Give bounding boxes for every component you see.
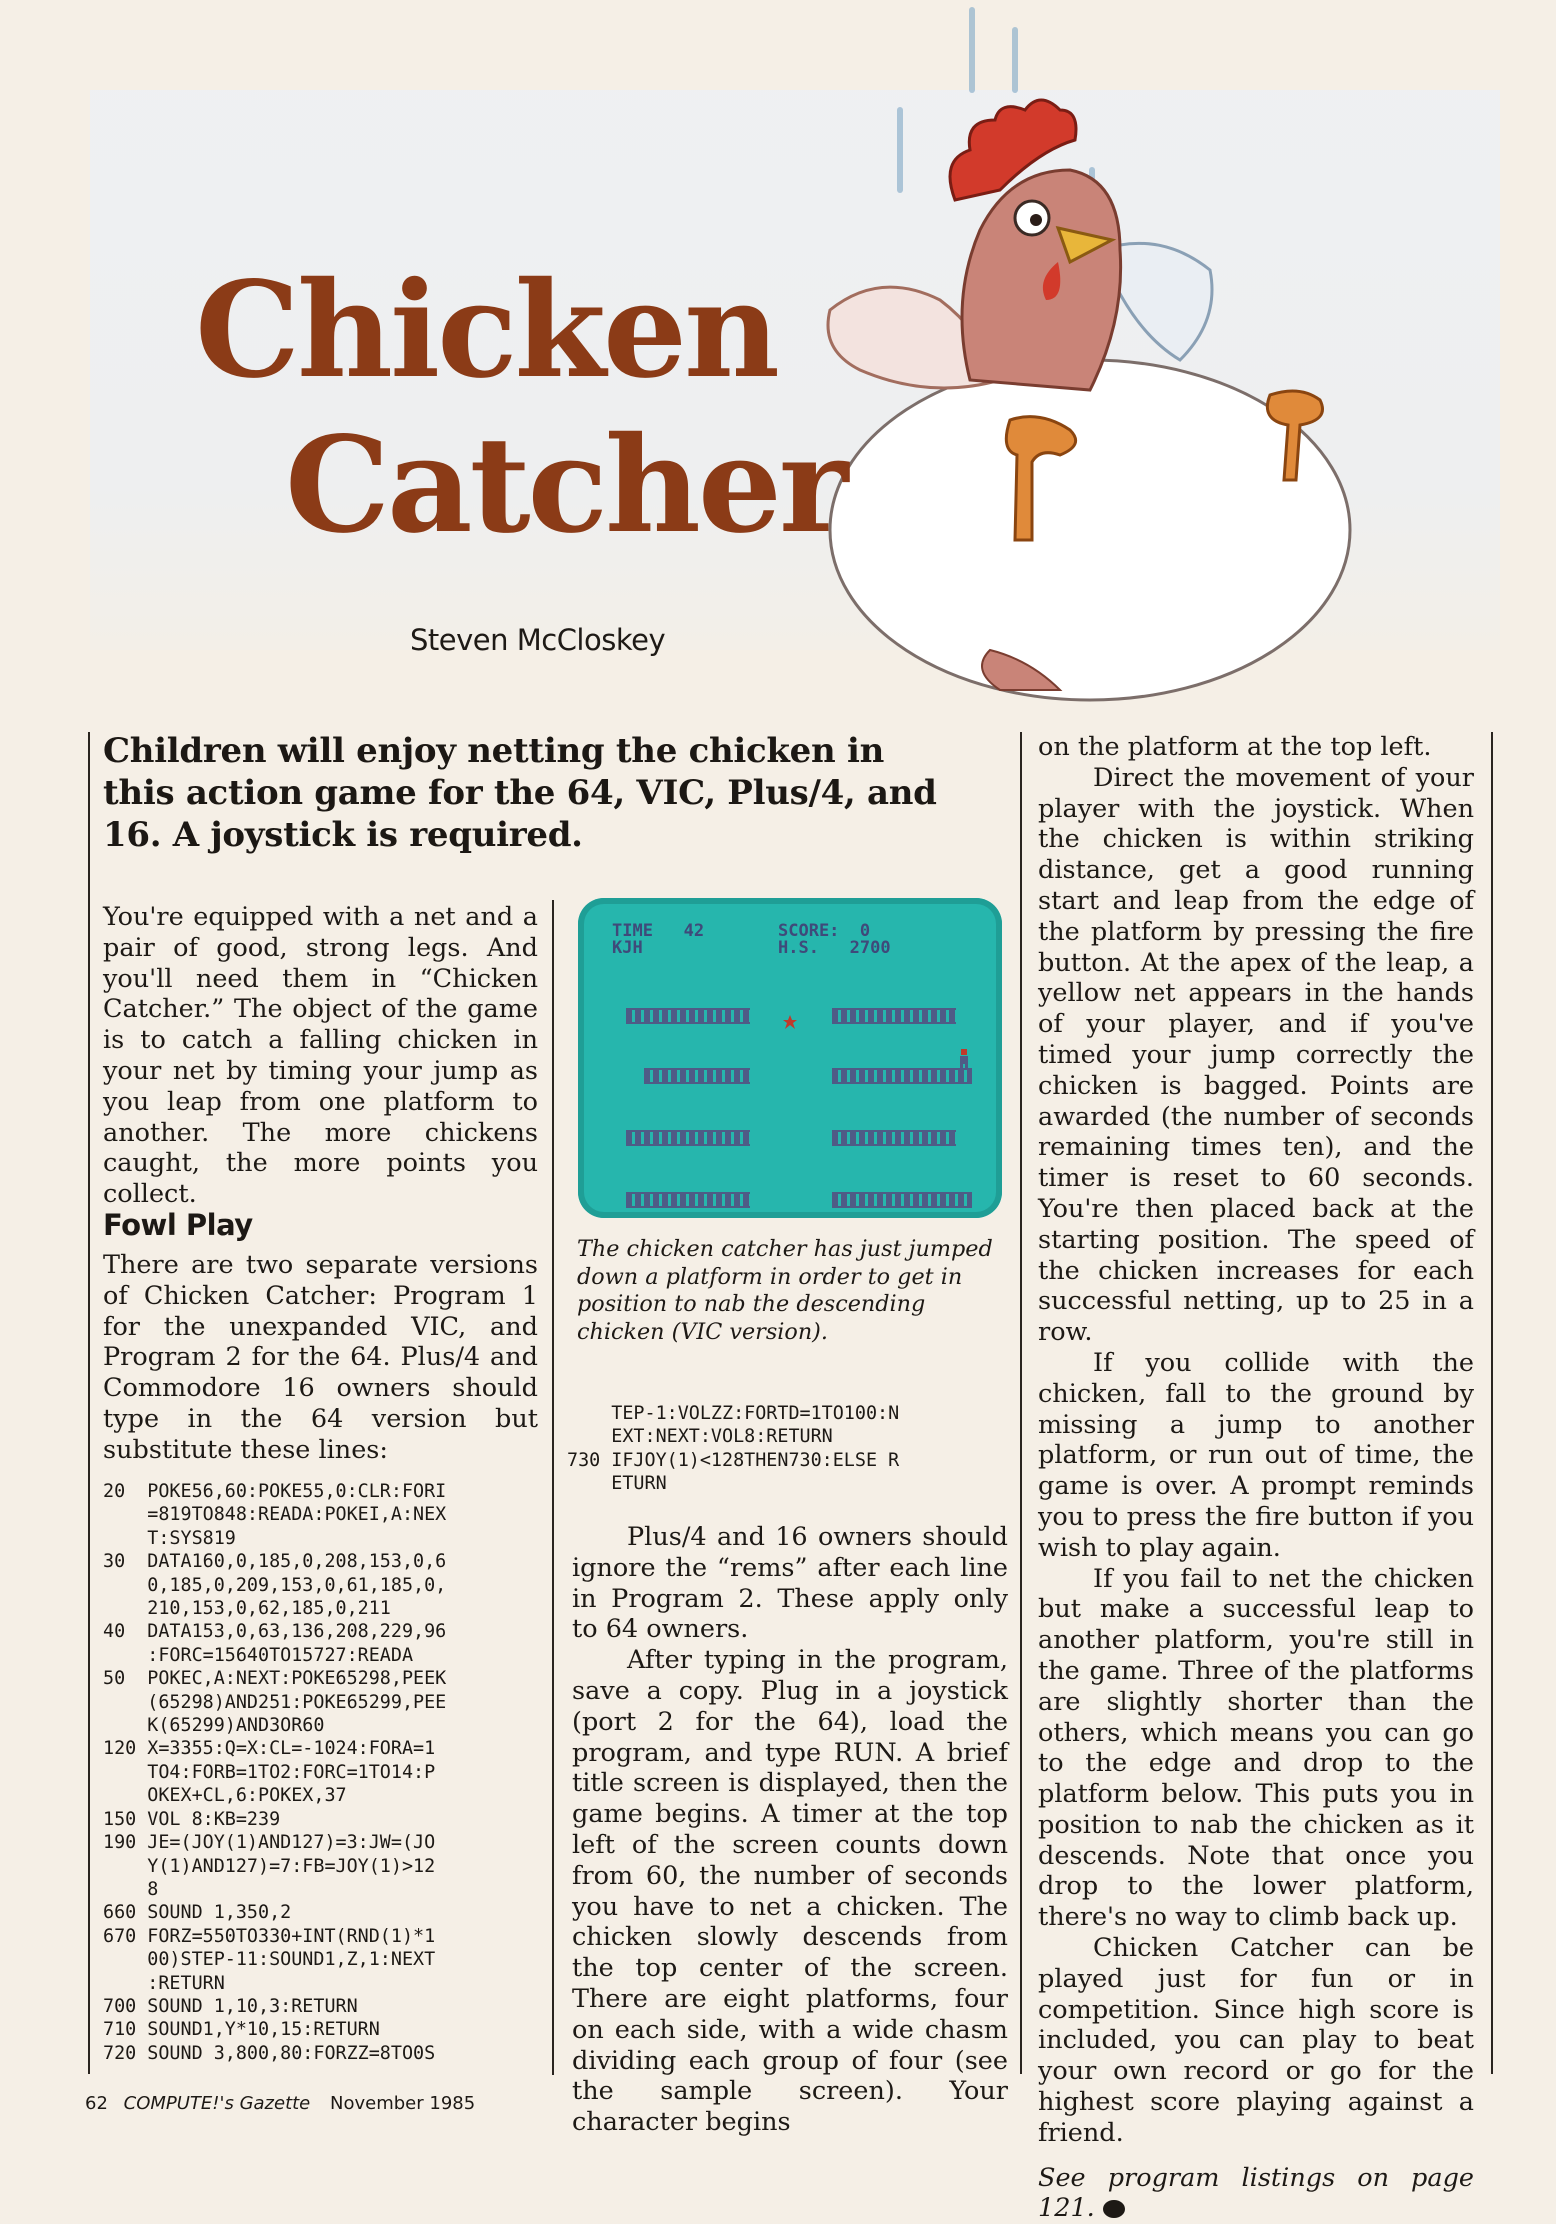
listing-reference-text: See program listings on page 121. xyxy=(1038,2162,1474,2224)
rule-col1-col2 xyxy=(552,900,554,2075)
rule-left xyxy=(88,732,90,2074)
platform-line: on the platform at the top left. xyxy=(1038,732,1432,762)
listing-reference xyxy=(1038,2163,1474,2224)
subhead-fowl-play: Fowl Play xyxy=(103,1208,253,1242)
article-deck: Children will enjoy netting the chicken in this action game for the 64, VIC, Plus/4, and 16. A joystick is required. xyxy=(103,731,937,855)
player-sprite-icon xyxy=(958,1048,970,1070)
platform xyxy=(832,1068,972,1084)
title-line-1: Chicken xyxy=(195,253,777,408)
rule-col2-col3 xyxy=(1020,732,1022,2074)
author-byline: Steven McCloskey xyxy=(410,623,666,657)
end-mark-icon xyxy=(1103,2200,1125,2218)
sample-game-screen xyxy=(578,898,1002,1218)
platform xyxy=(626,1192,750,1208)
program-listing-col2: TEP-1:VOLZZ:FORTD=1TO100:N EXT:NEXT:VOL8:RETURN 730 IFJOY(1)<128THEN730:ELSE R ETURN xyxy=(567,1403,900,1495)
platform xyxy=(626,1008,750,1024)
column-2-text xyxy=(572,1522,1008,2138)
rule-right xyxy=(1491,732,1493,2074)
typing-paragraph: After typing in the program, save a copy. Plug in a joystick (port 2 for the 64), load the program, and type RUN. A brief title screen is displayed, then the game begins. A timer at the top left of the screen counts down from 60, the number of seconds you have to net a chicken. The chicken slowly descends from the top center of the screen. There are eight platforms, four on each side, with a wide chasm dividing each group of four (see the sample screen). Your character begins xyxy=(572,1645,1008,2138)
chicken-sprite-icon xyxy=(782,1014,798,1030)
platform xyxy=(644,1068,750,1084)
hud-score: SCORE: 0 H.S. 2700 xyxy=(778,921,891,958)
page-footer xyxy=(85,2093,475,2114)
column-3-text xyxy=(1038,732,1474,2224)
title-line-2: Catcher xyxy=(285,408,846,563)
platform xyxy=(626,1130,750,1146)
fail-paragraph: If you fail to net the chicken but make a successful leap to another platform, you're still in the game. Three of the platforms are slightly shorter than the others, which means you can go to the edge and drop to the platform below. This puts you in position to nab the chicken as it descends. Note that once you drop to the lower platform, there's no way to climb back up. xyxy=(1038,1563,1474,1933)
versions-paragraph: There are two separate versions of Chicken Catcher: Program 1 for the unexpanded VIC, and Program 2 for the 64. Plus/4 and Commodore 16 owners should type in the 64 version but substitute these lines: xyxy=(103,1250,538,1465)
rems-paragraph: Plus/4 and 16 owners should ignore the “rems” after each line in Program 2. These apply only to 64 owners. xyxy=(572,1522,1008,1645)
platform xyxy=(832,1192,972,1208)
platform xyxy=(832,1130,956,1146)
column-1-intro xyxy=(103,902,538,1210)
program-listing-col1: 20 POKE56,60:POKE55,0:CLR:FORI =819TO848:READA:POKEI,A:NEX T:SYS819 30 DATA160,0,185,0,208,153,0,6 0,185,0,209,153,0,61,185,0, 210,153,0,62,185,0,211 40 DATA153,0,63,136,208,229,96 :FORC=15640TO15727:READA 50 POKEC,A:NEXT:POKE65298,PEEK (65298)AND251:POKE65299,PEE K(65299)AND3OR60 120 X=3355:Q=X:CL=-1024:FORA=1 TO4:FORB=1TO2:FORC=1TO14:P OKEX+CL,6:POKEX,37 150 VOL 8:KB=239 190 JE=(JOY(1)AND127)=3:JW=(JO Y(1)AND127)=7:FB=JOY(1)>12 8 660 SOUND 1,350,2 670 FORZ=550TO330+INT(RND(1)*1 00)STEP-11:SOUND1,Z,1:NEXT :RETURN 700 SOUND 1,10,3:RETURN 710 SOUND1,Y*10,15:RETURN 720 SOUND 3,800,80:FORZZ=8TO0S xyxy=(103,1481,447,2064)
issue-date: November 1985 xyxy=(330,2093,476,2114)
magazine-name: COMPUTE!'s Gazette xyxy=(123,2093,311,2114)
movement-paragraph: Direct the movement of your player with the joystick. When the chicken is within striking distance, get a good running start and leap from the edge of the platform by pressing the fire button. At the apex of the leap, a yellow net appears in the hands of your player, and if you've timed your jump correctly the chicken is bagged. Points are awarded (the number of seconds remaining times ten), and the timer is reset to 60 seconds. You're then placed back at the starting position. The speed of the chicken increases for each successful netting, up to 25 in a row. xyxy=(1038,762,1474,1348)
screen-caption: The chicken catcher has just jumped down a platform in order to get in position to nab the descending chicken (VIC version). xyxy=(577,1236,993,1345)
chicken-illustration xyxy=(740,0,1400,730)
hud-time: TIME 42 KJH xyxy=(612,921,705,958)
intro-paragraph: You're equipped with a net and a pair of good, strong legs. And you'll need them in “Chicken Catcher.” The object of the game is to catch a falling chicken in your net by timing your jump as you leap from one platform to another. The more chickens caught, the more points you collect. xyxy=(103,902,538,1210)
column-1-versions xyxy=(103,1250,538,1466)
page-number: 62 xyxy=(85,2093,108,2114)
platform xyxy=(832,1008,956,1024)
competition-paragraph: Chicken Catcher can be played just for fun or in competition. Since high score is included, you can play to beat your own record or go for the highest score playing against a friend. xyxy=(1038,1933,1474,2148)
collision-paragraph: If you collide with the chicken, fall to the ground by missing a jump to another platform, or run out of time, the game is over. A prompt reminds you to press the fire button if you wish to play again. xyxy=(1038,1347,1474,1563)
